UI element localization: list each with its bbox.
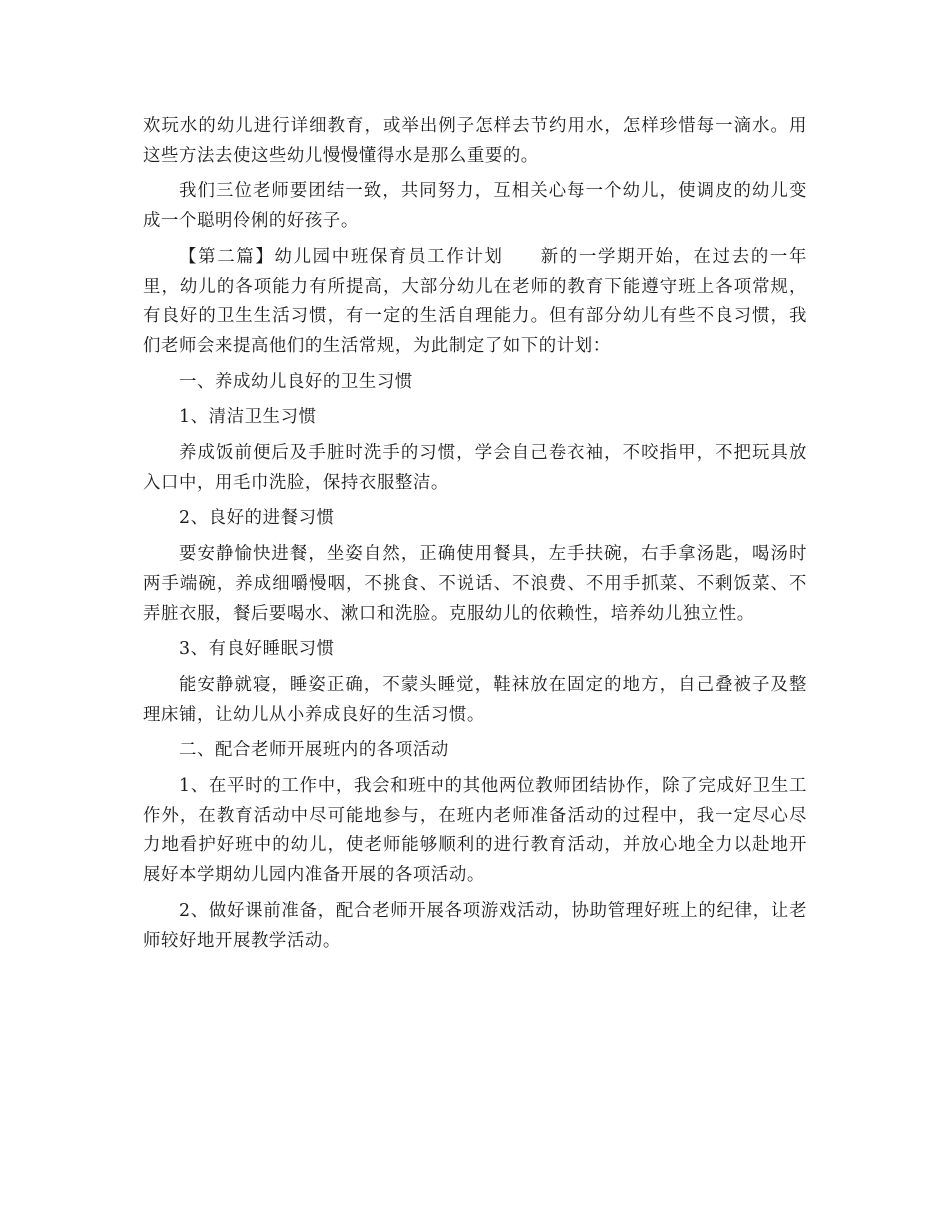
paragraph-cleanliness: 养成饭前便后及手脏时洗手的习惯，学会自己卷衣袖，不咬指甲，不把玩具放入口中，用毛巾洗脸，保持衣服整洁。: [143, 443, 807, 493]
document-page: [143, 112, 807, 956]
subheading-cleanliness: 1、清洁卫生习惯: [179, 407, 317, 428]
paragraph-activities-2: 2、做好课前准备，配合老师开展各项游戏活动，协助管理好班上的纪律，让老师较好地开展教学活动。: [143, 900, 807, 951]
paragraph-eating: 要安静愉快进餐，坐姿自然，正确使用餐具，左手扶碗，右手拿汤匙，喝汤时两手端碗，养成细嚼慢咽，不挑食、不说话、不浪费、不用手抓菜、不剩饭菜、不弄脏衣服，餐后要喝水、漱口和洗脸。克服幼儿的依赖性，培养幼儿独立性。: [143, 544, 807, 624]
subheading-sleep: 3、有良好睡眠习惯: [179, 639, 335, 660]
paragraph-article-intro: [143, 243, 807, 362]
paragraph-sleep: 能安静就寝，睡姿正确，不蒙头睡觉，鞋袜放在固定的地方，自己叠被子及整理床铺，让幼儿从小养成良好的生活习惯。: [143, 674, 807, 725]
section-heading-hygiene: 一、养成幼儿良好的卫生习惯: [179, 371, 413, 392]
article-heading: 【第二篇】幼儿园中班保育员工作计划: [179, 246, 504, 267]
paragraph-teachers-unity: 我们三位老师要团结一致，共同努力，互相关心每一个幼儿，使调皮的幼儿变成一个聪明伶俐的好孩子。: [143, 181, 807, 232]
section-heading-activities: 二、配合老师开展班内的各项活动: [179, 740, 449, 761]
paragraph-continuation: 欢玩水的幼儿进行详细教育，或举出例子怎样去节约用水，怎样珍惜每一滴水。用这些方法去使这些幼儿慢慢懂得水是那么重要的。: [143, 116, 807, 166]
paragraph-activities-1: 1、在平时的工作中，我会和班中的其他两位教师团结协作，除了完成好卫生工作外，在教育活动中尽可能地参与，在班内老师准备活动的过程中，我一定尽心尽力地看护好班中的幼儿，使老师能够顺利的进行教育活动，并放心地全力以赴地开展好本学期幼儿园内准备开展的各项活动。: [143, 776, 807, 886]
article-intro-text: 新的一学期开始，在过去的一年里，幼儿的各项能力有所提高，大部分幼儿在老师的教育下能遵守班上各项常规，有良好的卫生生活习惯，有一定的生活自理能力。但有部分幼儿有些不良习惯，我们老师会来提高他们的生活常规，为此制定了如下的计划：: [143, 246, 808, 356]
subheading-eating: 2、良好的进餐习惯: [179, 508, 335, 529]
